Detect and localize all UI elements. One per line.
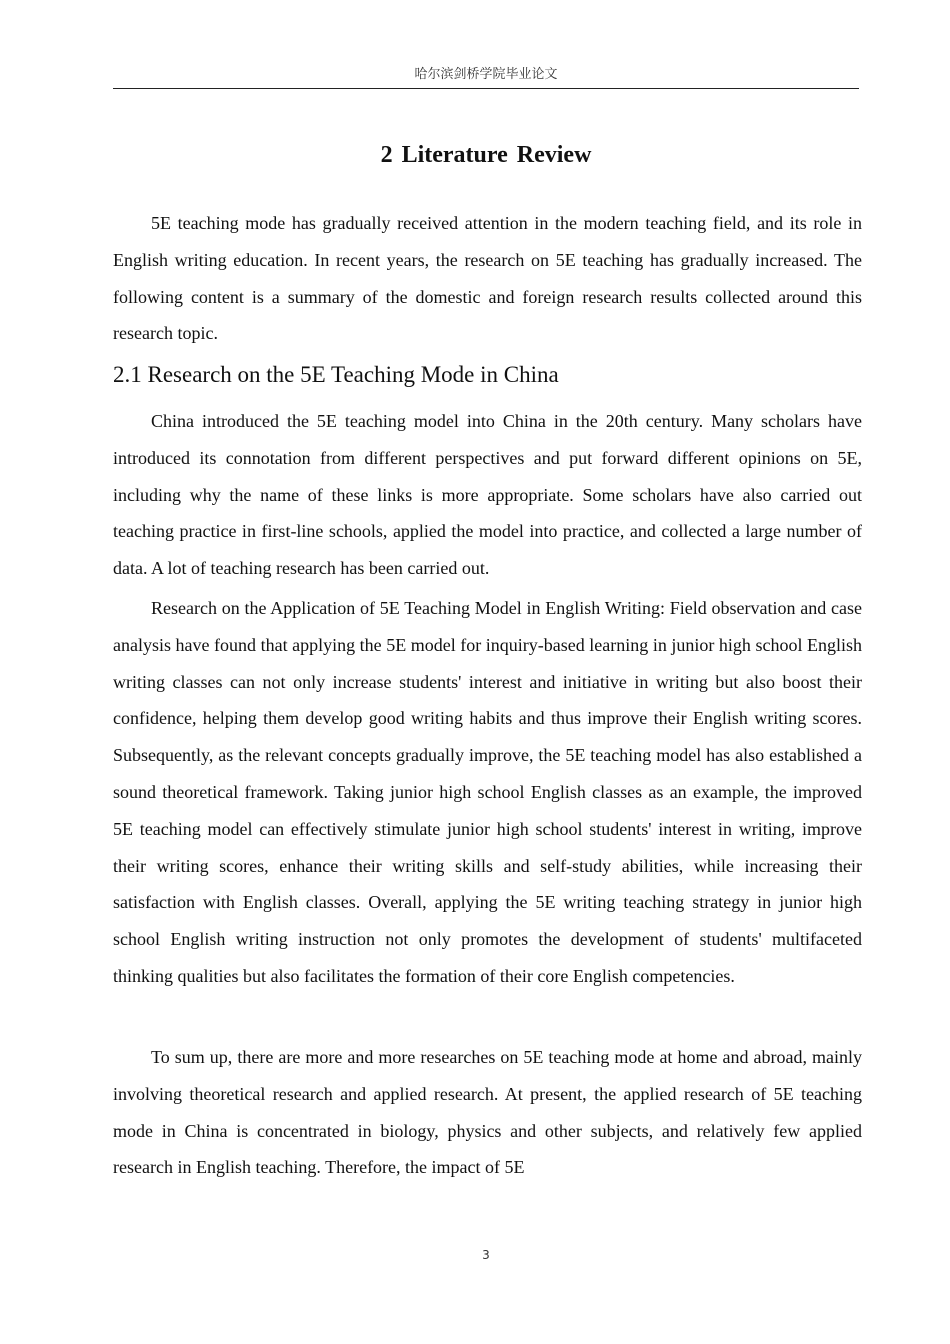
running-header: 哈尔滨剑桥学院毕业论文 — [414, 67, 558, 82]
intro-paragraph: 5E teaching mode has gradually received attention in the modern teaching field, and its role in English writing education. In recent years, the research on 5E teaching has gradually increased. The following content is a summary of the domestic and foreign research results collected around this research topic. — [113, 213, 862, 344]
header-rule — [113, 88, 859, 89]
body-paragraph: Research on the Application of 5E Teaching Model in English Writing: Field observation and case analysis have found that applying the 5E model for inquiry-based learning in junior high school English writing classes can not only increase students' interest and initiative in writing but also boost their confidence, helping them develop good writing habits and thus improve their English writing scores. Subsequently, as the relevant concepts gradually improve, the 5E teaching model has also established a sound theoretical framework. Taking junior high school English classes as an example, the improved 5E teaching model can effectively stimulate junior high school students' interest in writing, improve their writing scores, enhance their writing skills and self-study abilities, while increasing their satisfaction with English classes. Overall, applying the 5E writing teaching strategy in junior high school English writing instruction not only promotes the development of students' multifaceted thinking qualities but also facilitates the formation of their core English competencies. — [113, 598, 862, 986]
section-heading: 2.1 Research on the 5E Teaching Mode in China — [113, 362, 559, 387]
page-number: 3 — [482, 1248, 490, 1262]
body-paragraph: China introduced the 5E teaching model into China in the 20th century. Many scholars have introduced its connotation from different perspectives and put forward different opinions on 5E, including why the name of these links is more appropriate. Some scholars have also carried out teaching practice in first-line schools, applied the model into practice, and collected a large number of data. A lot of teaching research has been carried out. — [113, 411, 862, 579]
chapter-title: 2 Literature Review — [380, 142, 592, 169]
body-paragraph: To sum up, there are more and more researches on 5E teaching mode at home and abroad, mainly involving theoretical research and applied research. At present, the applied research of 5E teaching mode in China is concentrated in biology, physics and other subjects, and relatively few applied research in English teaching. Therefore, the impact of 5E — [113, 1047, 862, 1178]
